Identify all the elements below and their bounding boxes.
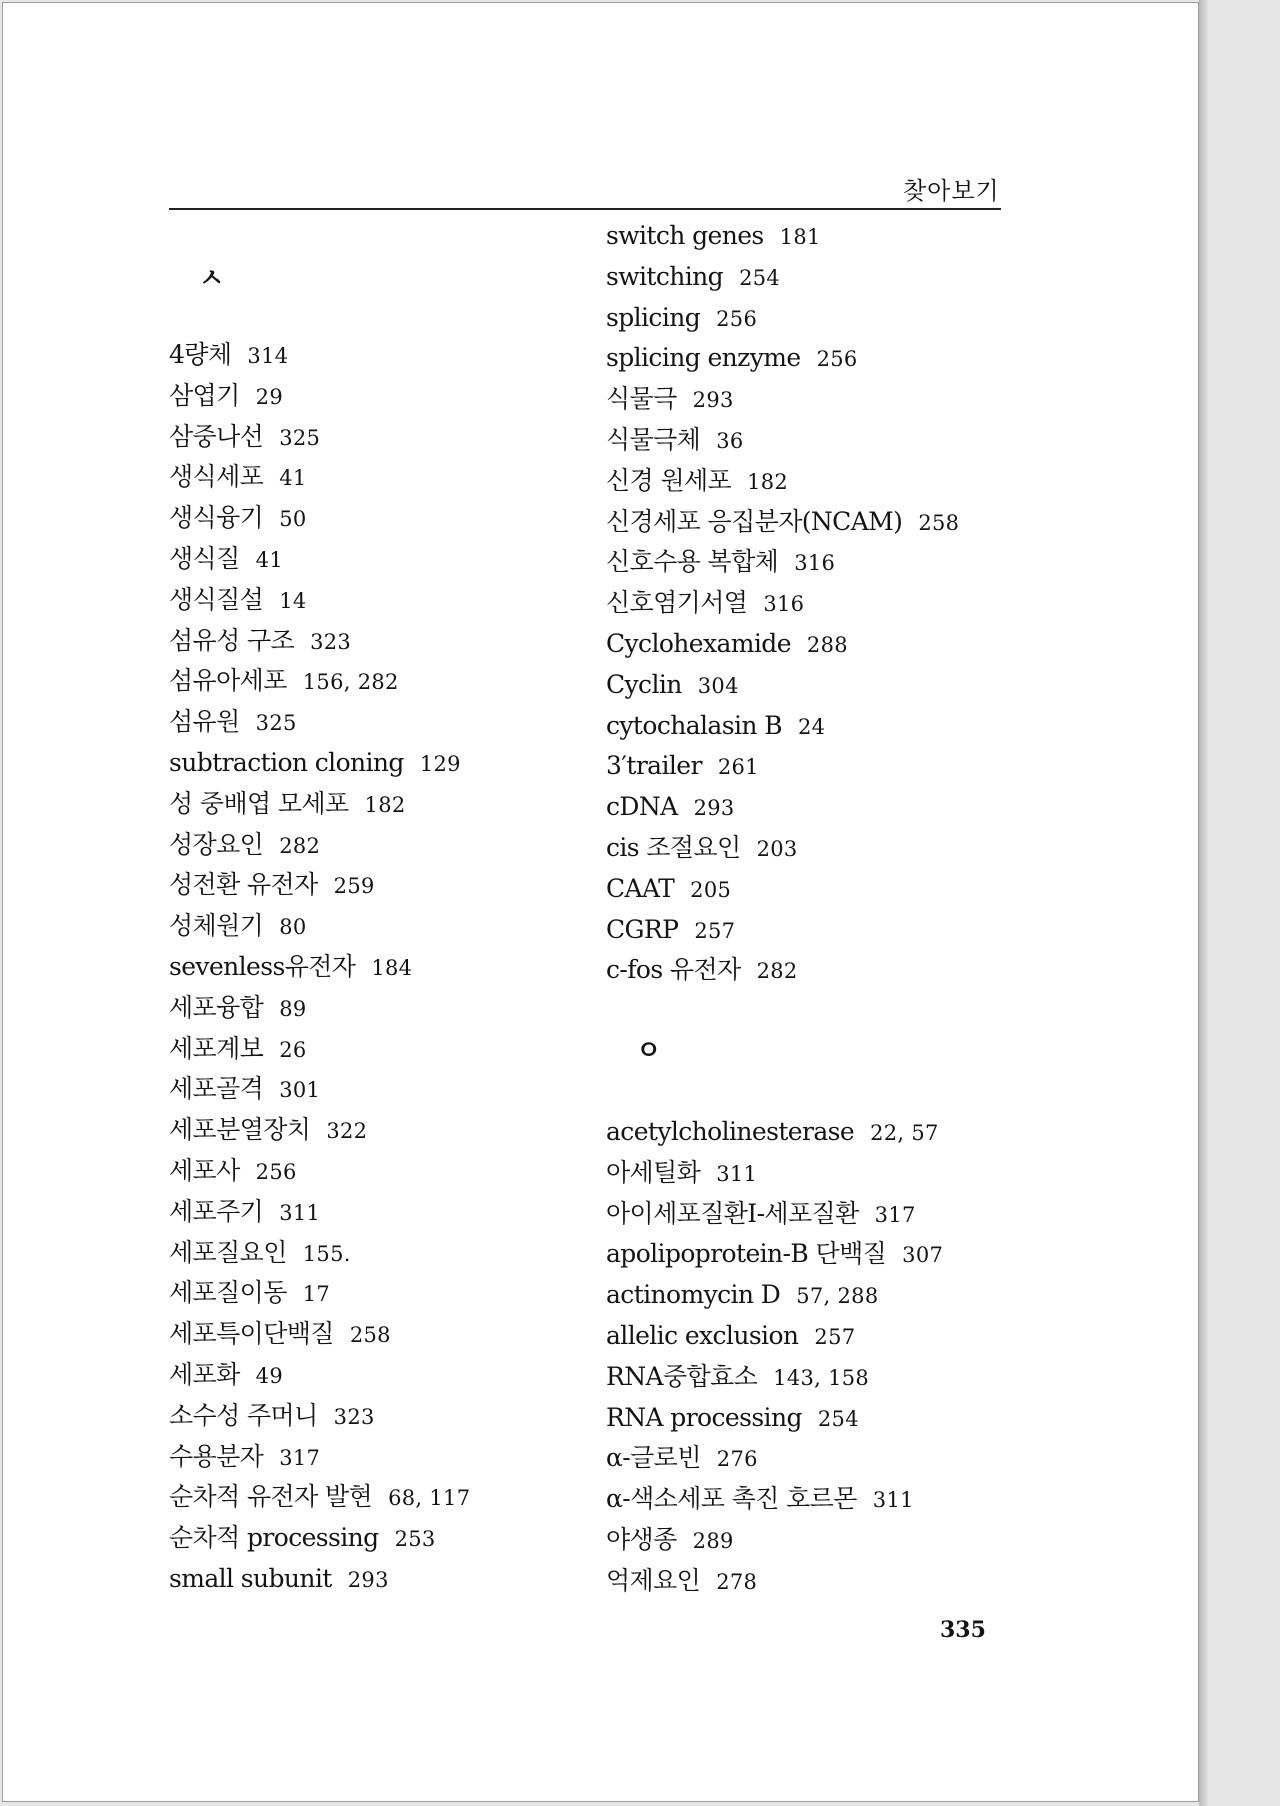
index-entry (169, 1153, 297, 1189)
index-entry (606, 626, 848, 662)
index-page-ref: 325 (255, 711, 297, 736)
index-page-ref: 49 (255, 1364, 283, 1388)
index-term: cDNA (606, 792, 678, 822)
index-term: 섬유아세포 (169, 666, 287, 696)
index-term: α-글로빈 (606, 1443, 701, 1473)
page-number: 335 (940, 1617, 986, 1643)
index-term: cytochalasin B (606, 710, 782, 740)
index-term: 삼중나선 (169, 421, 264, 451)
index-page-ref: 282 (279, 833, 321, 858)
index-entry (169, 1275, 330, 1311)
index-page-ref: 307 (902, 1243, 944, 1268)
index-term: switching (606, 261, 724, 291)
index-entry (606, 504, 959, 540)
index-entry (606, 422, 744, 458)
index-page-ref: 293 (693, 796, 735, 821)
viewer-edge-shadow (1199, 0, 1209, 1806)
index-entry (606, 218, 821, 254)
index-term: 세포골격 (169, 1074, 264, 1104)
index-entry (606, 1440, 758, 1476)
index-term: 아이세포질환I-세포질환 (606, 1198, 859, 1228)
index-entry (606, 1400, 859, 1436)
index-entry (606, 1155, 757, 1191)
index-entry (169, 378, 283, 414)
index-entry (606, 1563, 757, 1599)
index-page-ref: 322 (326, 1119, 368, 1144)
index-entry (169, 827, 320, 863)
index-entry (169, 867, 375, 903)
index-entry (606, 1318, 855, 1354)
index-entry (606, 463, 788, 499)
index-term: 소수성 주머니 (169, 1400, 318, 1430)
index-page-ref: 254 (739, 265, 781, 290)
index-page-ref: 257 (694, 918, 736, 943)
index-page-ref: 182 (364, 792, 406, 817)
index-entry (606, 340, 858, 376)
index-page-ref: 258 (349, 1323, 391, 1348)
index-term: 신호염기서열 (606, 588, 748, 618)
index-page-ref: 311 (872, 1488, 914, 1513)
index-page-ref: 257 (814, 1325, 856, 1349)
section-letter-siot: ㅅ (199, 264, 225, 294)
index-page-ref: 22, 57 (870, 1121, 939, 1145)
index-page-ref: 68, 117 (388, 1486, 471, 1511)
index-term: actinomycin D (606, 1280, 781, 1310)
index-page-ref: 293 (347, 1568, 389, 1592)
index-page-ref: 182 (747, 469, 789, 494)
index-term: 삼엽기 (169, 380, 240, 410)
index-term: 야생종 (606, 1525, 677, 1554)
index-term: 세포주기 (169, 1196, 264, 1226)
index-entry (169, 1316, 391, 1352)
index-entry (606, 381, 734, 417)
index-page-ref: 80 (279, 915, 307, 940)
index-term: 세포사 (169, 1156, 240, 1185)
index-entry (169, 541, 283, 577)
index-term: 수용분자 (169, 1441, 264, 1471)
index-page-ref: 50 (279, 507, 307, 532)
index-term: cis 조절요인 (606, 833, 741, 862)
index-page-ref: 156, 282 (302, 670, 399, 695)
index-page-ref: 143, 158 (773, 1365, 870, 1390)
index-term: 섬유성 구조 (169, 625, 295, 655)
index-term: 성전환 유전자 (169, 870, 318, 900)
index-term: 성체원기 (169, 911, 264, 941)
index-page-ref: 181 (779, 225, 821, 249)
index-entry (606, 830, 798, 866)
header-rule (169, 208, 1001, 210)
index-entry (169, 1235, 351, 1271)
index-page-ref: 325 (279, 425, 321, 450)
index-term: c-fos 유전자 (606, 955, 741, 985)
index-page-ref: 311 (716, 1161, 758, 1186)
index-page-ref: 29 (255, 384, 283, 409)
index-term: Cyclin (606, 669, 682, 699)
index-term: 성장요인 (169, 829, 264, 859)
index-page-ref: 258 (918, 510, 960, 535)
running-header-title: 찾아보기 (903, 177, 1000, 205)
index-page-ref: 323 (333, 1404, 375, 1429)
index-page-ref: 57, 288 (796, 1284, 879, 1309)
index-entry (169, 1031, 307, 1067)
index-page-ref: 288 (806, 633, 848, 657)
index-term: subtraction cloning (169, 748, 404, 777)
index-page-ref: 323 (310, 629, 352, 654)
index-entry (169, 1561, 389, 1597)
index-term: 생식질설 (169, 584, 264, 614)
index-entry (606, 912, 735, 948)
index-entry (606, 952, 798, 988)
index-term: 생식융기 (169, 503, 264, 533)
index-entry (606, 708, 825, 744)
index-page-ref: 129 (419, 752, 461, 776)
index-entry (169, 1071, 320, 1107)
index-entry (606, 789, 735, 825)
index-entry (606, 585, 804, 621)
index-page-ref: 205 (690, 877, 732, 902)
index-entry (606, 544, 835, 580)
index-page-ref: 259 (333, 874, 375, 899)
index-entry (606, 667, 739, 703)
index-entry (606, 1277, 879, 1313)
index-entry (169, 1398, 375, 1434)
index-page-ref: 261 (717, 755, 759, 780)
index-entry (169, 786, 406, 822)
index-term: 아세틸화 (606, 1157, 701, 1187)
index-page-ref: 36 (716, 429, 744, 453)
index-entry (169, 500, 307, 536)
index-entry (606, 300, 757, 336)
index-page-ref: 256 (716, 306, 758, 331)
index-entry (606, 1359, 869, 1395)
index-page-ref: 316 (794, 551, 836, 576)
index-page-ref: 17 (302, 1282, 331, 1307)
index-page-ref: 293 (692, 388, 734, 413)
index-entry (169, 337, 288, 373)
index-page-ref: 256 (255, 1160, 297, 1184)
index-page-ref: 311 (279, 1200, 321, 1225)
index-entry (169, 1439, 320, 1475)
index-entry (169, 1520, 436, 1556)
index-entry (606, 748, 759, 784)
index-term: CGRP (606, 914, 679, 944)
index-entry (606, 259, 780, 295)
index-term: 신경 원세포 (606, 465, 732, 495)
index-page-ref: 14 (279, 588, 307, 613)
index-entry (169, 582, 307, 618)
index-term: 섬유원 (169, 707, 240, 737)
index-term: RNA processing (606, 1402, 802, 1432)
index-page-ref: 317 (874, 1202, 916, 1227)
index-term: 세포분열장치 (169, 1115, 311, 1145)
index-term: 식물극 (606, 384, 677, 414)
index-entry (169, 1357, 283, 1393)
index-term: 생식세포 (169, 462, 264, 492)
index-entry (169, 745, 461, 781)
index-term: splicing enzyme (606, 343, 801, 373)
index-entry (606, 1196, 916, 1232)
index-term: small subunit (169, 1564, 332, 1593)
index-page-ref: 282 (756, 959, 798, 984)
section-letter-ieung: ㅇ (636, 1036, 662, 1066)
index-page-ref: 314 (247, 344, 289, 368)
index-term: 순차적 유전자 발현 (169, 1482, 373, 1512)
index-entry (169, 949, 412, 985)
index-page-ref: 155. (302, 1241, 351, 1266)
index-entry (169, 419, 320, 455)
index-term: 신경세포 응집분자(NCAM) (606, 506, 903, 536)
index-term: 세포질이동 (169, 1278, 287, 1308)
index-entry (169, 1479, 470, 1515)
index-page-ref: 256 (816, 347, 858, 372)
index-term: sevenless유전자 (169, 952, 356, 981)
index-page-ref: 203 (756, 837, 798, 861)
index-entry (169, 1194, 320, 1230)
index-entry (169, 990, 307, 1026)
index-term: 신호수용 복합체 (606, 547, 779, 577)
index-page-ref: 317 (279, 1445, 321, 1470)
index-term: 식물극체 (606, 425, 701, 454)
index-term: 세포화 (169, 1360, 240, 1389)
index-term: 성 중배엽 모세포 (169, 788, 349, 818)
index-entry (169, 663, 399, 699)
index-page-ref: 316 (763, 592, 805, 617)
index-page-ref: 41 (279, 466, 307, 491)
index-term: 세포특이단백질 (169, 1319, 334, 1349)
index-entry (169, 908, 307, 944)
index-entry (606, 1236, 943, 1272)
index-entry (606, 871, 731, 907)
index-term: Cyclohexamide (606, 629, 791, 658)
index-entry (606, 1481, 914, 1517)
index-page-ref: 276 (716, 1447, 758, 1472)
index-page-ref: 253 (394, 1527, 436, 1552)
index-page-ref: 89 (279, 996, 307, 1021)
index-page-ref: 254 (817, 1406, 859, 1431)
document-page (2, 2, 1199, 1802)
index-term: α-색소세포 촉진 호르몬 (606, 1484, 857, 1514)
index-term: 3′trailer (606, 751, 702, 781)
index-entry (169, 704, 297, 740)
index-page-ref: 301 (279, 1078, 321, 1103)
index-entry (169, 1112, 367, 1148)
index-term: 세포융합 (169, 992, 264, 1022)
index-page-ref: 304 (697, 673, 739, 698)
index-page-ref: 184 (371, 956, 413, 980)
index-term: apolipoprotein-B 단백질 (606, 1239, 887, 1269)
index-term: 4량체 (169, 340, 232, 369)
index-term: RNA중합효소 (606, 1361, 758, 1391)
index-term: CAAT (606, 873, 675, 903)
index-term: 순차적 processing (169, 1523, 379, 1553)
index-term: acetylcholinesterase (606, 1117, 855, 1146)
index-term: 세포계보 (169, 1033, 264, 1063)
index-entry (169, 459, 307, 495)
index-term: switch genes (606, 221, 764, 250)
index-page-ref: 24 (797, 714, 826, 739)
index-page-ref: 278 (716, 1569, 758, 1594)
index-page-ref: 289 (692, 1529, 734, 1553)
index-term: 세포질요인 (169, 1237, 287, 1267)
index-entry (606, 1114, 939, 1150)
index-term: 생식질 (169, 544, 240, 573)
index-entry (606, 1522, 734, 1558)
index-term: allelic exclusion (606, 1321, 799, 1350)
index-entry (169, 623, 351, 659)
index-term: 억제요인 (606, 1565, 701, 1595)
index-page-ref: 41 (255, 548, 283, 572)
index-page-ref: 26 (279, 1037, 307, 1062)
index-term: splicing (606, 302, 701, 332)
